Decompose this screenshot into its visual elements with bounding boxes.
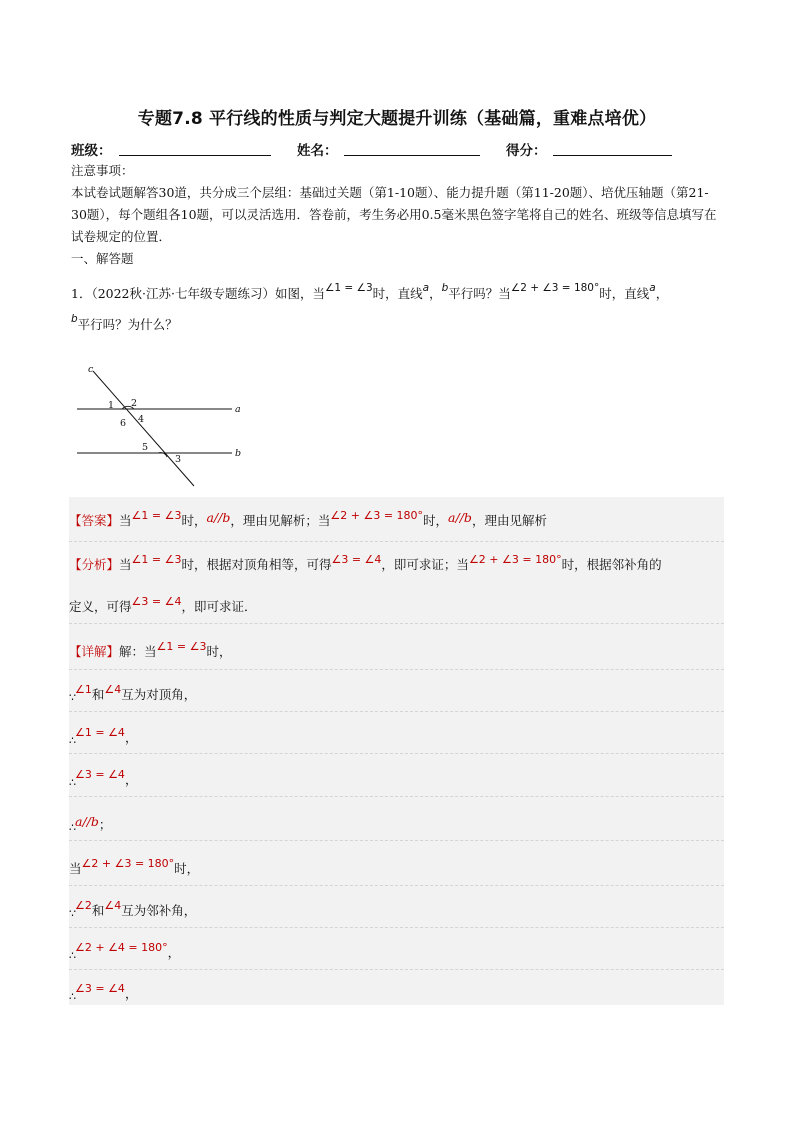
math: ∠4: [104, 899, 122, 912]
proof-step: [69, 984, 724, 1002]
math: ∠1 = ∠4: [75, 726, 125, 739]
label-b: b: [235, 448, 242, 459]
math: a//b: [448, 510, 472, 525]
parallel-lines-figure: [70, 360, 270, 490]
text: ，: [124, 986, 138, 1001]
text: 定义，可得: [69, 599, 132, 614]
math: a//b: [75, 814, 99, 829]
text: 时，: [174, 861, 200, 876]
text: ，理由见解析；当: [230, 513, 331, 528]
divider: [69, 711, 724, 712]
therefore-symbol: ∴: [69, 949, 75, 962]
notice-body: 本试卷试题解答30道，共分成三个层组：基础过关题（第1-10题）、能力提升题（第11-20题）、培优压轴题（第21-30题），每个题组各10题，可以灵活选用．答卷前，考生务必用0.5毫米黑色签字笔将自己的姓名、班级等信息填写在试卷规定的位置．: [71, 185, 717, 244]
text: ，: [124, 772, 138, 787]
math: ∠2 + ∠3 = 180°: [81, 857, 175, 870]
condition-2: ∠2 + ∠3 = 180°: [510, 282, 600, 294]
var-a: a: [649, 282, 656, 294]
question-text: ，: [655, 286, 669, 301]
detail-tag: 【详解】: [69, 644, 120, 659]
math: ∠2 + ∠3 = 180°: [330, 509, 424, 522]
text: ，即可求证．: [181, 599, 257, 614]
divider: [69, 623, 724, 624]
text: 和: [91, 687, 105, 702]
text: 时，: [181, 513, 207, 528]
proof-step: [69, 815, 724, 833]
answer-row: [69, 511, 724, 529]
label-a: a: [235, 404, 241, 415]
text: 和: [91, 903, 105, 918]
score-label: 得分：: [506, 143, 547, 159]
math: ∠1 = ∠3: [156, 640, 207, 653]
page-title: 专题7.8 平行线的性质与判定大题提升训练（基础篇，重难点培优）: [137, 109, 657, 129]
text: 当: [69, 861, 82, 876]
math: ∠2 + ∠3 = 180°: [468, 553, 562, 566]
analysis-row-2: [69, 597, 724, 615]
var-b: b: [441, 282, 449, 294]
text: 互为对顶角，: [121, 687, 197, 702]
label-angle-4: 4: [138, 414, 145, 425]
label-angle-1: 1: [108, 400, 115, 411]
text: ；: [98, 817, 112, 832]
therefore-symbol: ∴: [69, 734, 75, 747]
question-1: [71, 279, 731, 335]
text: ，即可求证；当: [381, 557, 469, 572]
proof-step: [69, 859, 724, 877]
math: ∠3 = ∠4: [75, 982, 125, 995]
math: ∠3 = ∠4: [331, 553, 382, 566]
analysis-tag: 【分析】: [69, 557, 120, 572]
math: ∠3 = ∠4: [131, 595, 182, 608]
class-label: 班级：: [71, 143, 112, 159]
proof-step: [69, 943, 724, 961]
math: ∠1 = ∠3: [131, 553, 182, 566]
divider: [69, 840, 724, 841]
var-a: a: [422, 282, 430, 294]
name-blank[interactable]: [344, 155, 480, 156]
proof-step: [69, 901, 724, 919]
therefore-symbol: ∴: [69, 990, 75, 1003]
divider: [69, 885, 724, 886]
text: 时，根据邻补角的: [561, 557, 662, 572]
math: ∠2 + ∠4 = 180°: [75, 941, 168, 954]
math: ∠4: [104, 683, 122, 696]
divider: [69, 541, 724, 542]
divider: [69, 969, 724, 970]
text: 解：当: [119, 644, 157, 659]
math: ∠1 = ∠3: [131, 509, 182, 522]
math: ∠1: [75, 683, 92, 696]
text: 时，: [206, 644, 232, 659]
proof-step: [69, 770, 724, 788]
text: 互为邻补角，: [121, 903, 197, 918]
detail-row: [69, 642, 724, 660]
because-symbol: ∵: [69, 907, 75, 920]
divider: [69, 753, 724, 754]
answer-tag: 【答案】: [69, 513, 120, 528]
text: 当: [119, 557, 132, 572]
answer-panel: [69, 497, 724, 1005]
text: 当: [119, 513, 132, 528]
proof-step: [69, 728, 724, 746]
divider: [69, 927, 724, 928]
because-symbol: ∵: [69, 691, 75, 704]
label-angle-6: 6: [120, 418, 127, 429]
question-text: 时，直线: [599, 286, 650, 301]
question-number: 1．: [71, 286, 92, 301]
class-blank[interactable]: [119, 155, 271, 156]
notice-section: [71, 160, 723, 270]
text: 时，根据对顶角相等，可得: [181, 557, 332, 572]
proof-step: [69, 685, 724, 703]
label-c: c: [88, 364, 94, 375]
transversal-c: [93, 371, 194, 486]
question-text: ，: [429, 286, 442, 301]
condition-1: ∠1 = ∠3: [324, 282, 373, 294]
therefore-symbol: ∴: [69, 776, 75, 789]
question-text: 时，直线: [372, 286, 423, 301]
math: ∠3 = ∠4: [75, 768, 125, 781]
math: a//b: [206, 510, 231, 525]
section-heading: 一、解答题: [71, 251, 134, 266]
question-source: （2022秋·江苏·七年级专题练习）: [91, 286, 275, 301]
student-info-row: [71, 139, 731, 159]
divider: [69, 796, 724, 797]
label-angle-2: 2: [131, 398, 138, 409]
text: ，: [167, 945, 181, 960]
label-angle-3: 3: [175, 454, 182, 465]
question-text: 平行吗？当: [448, 286, 511, 301]
name-label: 姓名：: [297, 143, 338, 159]
therefore-symbol: ∴: [69, 821, 75, 834]
text: ，理由见解析: [471, 513, 547, 528]
divider: [69, 669, 724, 670]
math: ∠2: [75, 899, 92, 912]
label-angle-5: 5: [142, 442, 149, 453]
var-b: b: [71, 313, 78, 325]
question-text: 如图，当: [274, 286, 325, 301]
text: 时，: [423, 513, 449, 528]
analysis-row: [69, 555, 724, 573]
question-text: 平行吗？为什么？: [77, 317, 178, 332]
text: ，: [124, 730, 138, 745]
score-blank[interactable]: [553, 155, 672, 156]
notice-heading: 注意事项：: [71, 163, 134, 178]
